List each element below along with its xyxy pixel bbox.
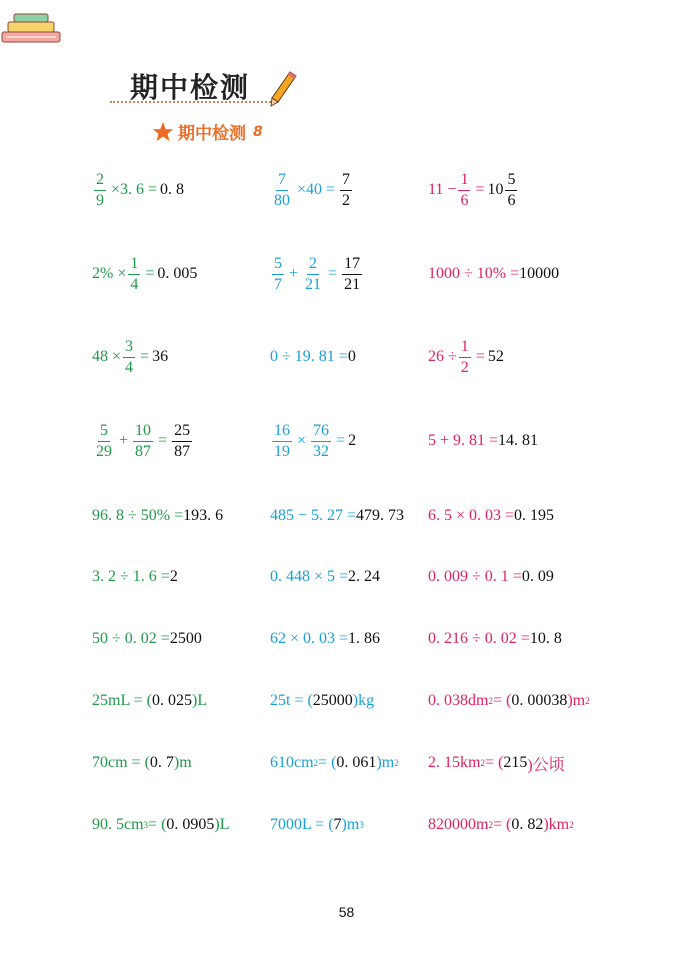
exercise-item (92, 252, 197, 296)
numerator: 76 (311, 423, 331, 442)
exercise-item (428, 494, 554, 538)
exercise-item (270, 419, 356, 463)
answer: 0. 0905 (166, 816, 215, 833)
answer: 479. 73 (356, 507, 405, 524)
expression: = ( (484, 754, 504, 771)
page-number: 58 (338, 904, 355, 920)
exercise-item (428, 168, 519, 212)
answer: 0. 09 (521, 568, 554, 585)
expression: 48 × (92, 348, 122, 365)
expression: 0. 216 ÷ 0. 02 = (428, 630, 530, 647)
answer: 14. 81 (498, 432, 539, 449)
exercise-item (92, 617, 202, 661)
fraction (94, 172, 106, 209)
title-underline (110, 101, 278, 103)
numerator: 2 (94, 172, 106, 191)
expression: 1000 ÷ 10% = (428, 265, 520, 282)
answer: 2. 24 (348, 568, 381, 585)
numerator: 5 (505, 172, 517, 191)
fraction (459, 339, 471, 376)
expression: 3. 2 ÷ 1. 6 = (92, 568, 170, 585)
expression: 5 + 9. 81 = (428, 432, 499, 449)
expression: 0. 448 × 5 = (270, 568, 349, 585)
expression: 7000L = ( (270, 816, 334, 833)
denominator: 19 (274, 442, 290, 460)
exercise-item (428, 419, 538, 463)
answer: 0. 00038 (511, 692, 568, 709)
exercise-row (92, 617, 692, 661)
denominator: 6 (460, 191, 469, 209)
expression: 820000m (428, 816, 489, 833)
expression: = ( (492, 816, 512, 833)
denominator: 4 (130, 275, 139, 293)
fraction (133, 423, 153, 460)
unit: )m (376, 754, 395, 771)
books-icon (0, 12, 64, 46)
unit: )L (191, 692, 208, 709)
exercise-item (270, 252, 364, 296)
exercise-item (270, 494, 404, 538)
answer: 215 (503, 754, 528, 771)
expression: = ( (318, 754, 337, 771)
fraction (303, 256, 323, 293)
answer: 0. 061 (336, 754, 377, 771)
numerator: 1 (128, 256, 140, 275)
unit: )L (214, 816, 230, 833)
denominator: 2 (460, 358, 469, 376)
expression: 96. 8 ÷ 50% = (92, 507, 184, 524)
exercise-item (92, 419, 194, 463)
operator: + (289, 265, 299, 282)
exercise-item: 610cm 2 = ( 0. 061 )m 2 (270, 754, 399, 771)
exercise-item (92, 168, 184, 212)
exercise-item (92, 494, 223, 538)
operator: = (140, 348, 150, 365)
numerator: 2 (307, 256, 319, 275)
exercise-item: 90. 5cm 3 = ( 0. 0905 )L (92, 816, 230, 833)
numerator: 7 (276, 172, 288, 191)
numerator: 16 (272, 423, 292, 442)
expression: 50 ÷ 0. 02 = (92, 630, 170, 647)
expression: 25t = ( (270, 692, 313, 709)
expression: 2. 15km (428, 754, 481, 771)
expression: 0 ÷ 19. 81 = (270, 348, 348, 365)
answer: 0. 005 (157, 265, 198, 282)
denominator: 87 (135, 442, 152, 460)
exercise-row (92, 335, 692, 379)
expression: 485 − 5. 27 = (270, 507, 357, 524)
unit: )km (543, 816, 570, 833)
answer: 0. 025 (151, 692, 192, 709)
answer: 0. 7 (149, 754, 174, 771)
answer-fraction (172, 423, 192, 460)
numerator: 1 (459, 339, 471, 358)
answer: 2 (348, 432, 357, 449)
answer: 2500 (169, 630, 202, 647)
numerator: 5 (272, 256, 284, 275)
expression: = ( (148, 816, 167, 833)
exercise-item (270, 617, 380, 661)
section-heading (152, 119, 263, 144)
exercise-item (428, 555, 554, 599)
exercise-row (92, 252, 692, 296)
answer-fraction (505, 172, 517, 209)
exercise-item: 7000L = ( 7 )m 3 (270, 816, 364, 833)
star-icon (152, 121, 174, 143)
denominator: 87 (174, 442, 191, 460)
answer: 25000 (312, 692, 353, 709)
answer: 7 (333, 816, 342, 833)
denominator: 2 (342, 191, 351, 209)
exercise-row (92, 494, 692, 538)
numerator: 1 (458, 172, 470, 191)
fraction (272, 172, 292, 209)
expression: 11 − (428, 181, 457, 198)
answer-fraction (340, 172, 352, 209)
fraction (94, 423, 114, 460)
exercise-item: 0. 038dm 2 = ( 0. 00038 )m 2 (428, 692, 590, 709)
operator: + (119, 432, 129, 449)
unit: )m (341, 816, 360, 833)
exercise-row (92, 741, 692, 785)
numerator: 5 (98, 423, 110, 442)
fraction (272, 423, 292, 460)
answer: 36 (152, 348, 169, 365)
exercise-item (92, 741, 192, 785)
expression: 26 ÷ (428, 348, 457, 365)
numerator: 17 (342, 256, 362, 275)
denominator: 9 (96, 191, 104, 209)
fraction (458, 172, 470, 209)
operator: = (158, 432, 168, 449)
exercise-row (92, 679, 692, 723)
denominator: 7 (274, 275, 282, 293)
exercise-row (92, 168, 692, 212)
exercise-row (92, 419, 692, 463)
operator: = (336, 432, 346, 449)
answer: 10000 (519, 265, 560, 282)
fraction (123, 339, 135, 376)
unit: )m (173, 754, 192, 771)
answer: 0. 195 (514, 507, 555, 524)
page-title: 期中检测 (130, 71, 251, 104)
answer: 193. 6 (183, 507, 224, 524)
answer: 10. 8 (529, 630, 562, 647)
denominator: 80 (274, 191, 290, 209)
exercise-item (270, 335, 356, 379)
section-title: 期中检测 (178, 124, 246, 144)
exercise-item: 820000m 2 = ( 0. 82 )km 2 (428, 816, 574, 833)
fraction (311, 423, 331, 460)
exercise-item (428, 617, 562, 661)
expression: 25mL = ( (92, 692, 152, 709)
exercise-item (92, 555, 178, 599)
denominator: 21 (344, 275, 361, 293)
operator: × (297, 432, 307, 449)
exercise-row (92, 555, 692, 599)
expression: 2% × (92, 265, 127, 282)
denominator: 6 (507, 191, 516, 209)
expression: 0. 009 ÷ 0. 1 = (428, 568, 522, 585)
answer: 2 (169, 568, 178, 585)
operator: = (145, 265, 155, 282)
exercise-item (428, 252, 559, 296)
answer: 1. 86 (348, 630, 381, 647)
answer: 0 (347, 348, 356, 365)
denominator: 21 (305, 275, 322, 293)
section-number: 8 (253, 123, 263, 140)
answer: 10 (487, 181, 504, 198)
exercise-item (428, 335, 504, 379)
exercise-item (270, 168, 354, 212)
exercise-item: 2. 15km 2 = ( 215 )公顷 (428, 741, 565, 785)
exercise-row (92, 803, 692, 847)
exercise-item (270, 679, 374, 723)
exercise-item (92, 335, 168, 379)
answer-fraction (342, 256, 362, 293)
pencil-icon (268, 70, 298, 108)
answer: 52 (487, 348, 504, 365)
expression: 6. 5 × 0. 03 = (428, 507, 515, 524)
denominator: 29 (96, 442, 112, 460)
expression: 90. 5cm (92, 816, 144, 833)
denominator: 4 (125, 358, 134, 376)
numerator: 7 (340, 172, 352, 191)
answer: 0. 8 (160, 181, 185, 198)
denominator: 32 (313, 442, 330, 460)
exercise-item (92, 679, 207, 723)
exercise-item (270, 555, 380, 599)
operator: = (475, 348, 485, 365)
fraction (272, 256, 284, 293)
unit: )kg (352, 692, 375, 709)
expression: 610cm (270, 754, 314, 771)
operator: = (328, 265, 338, 282)
answer: 0. 82 (511, 816, 544, 833)
numerator: 3 (123, 339, 135, 358)
unit: )m (567, 692, 586, 709)
operator: = (475, 181, 485, 198)
fraction (128, 256, 140, 293)
operator: ×40 = (297, 181, 336, 198)
expression: 0. 038dm (428, 692, 489, 709)
operator: ×3. 6 = (111, 181, 158, 198)
numerator: 25 (172, 423, 192, 442)
expression: = ( (492, 692, 512, 709)
unit: )公顷 (527, 756, 565, 774)
numerator: 10 (133, 423, 153, 442)
expression: 70cm = ( (92, 754, 150, 771)
expression: 62 × 0. 03 = (270, 630, 349, 647)
